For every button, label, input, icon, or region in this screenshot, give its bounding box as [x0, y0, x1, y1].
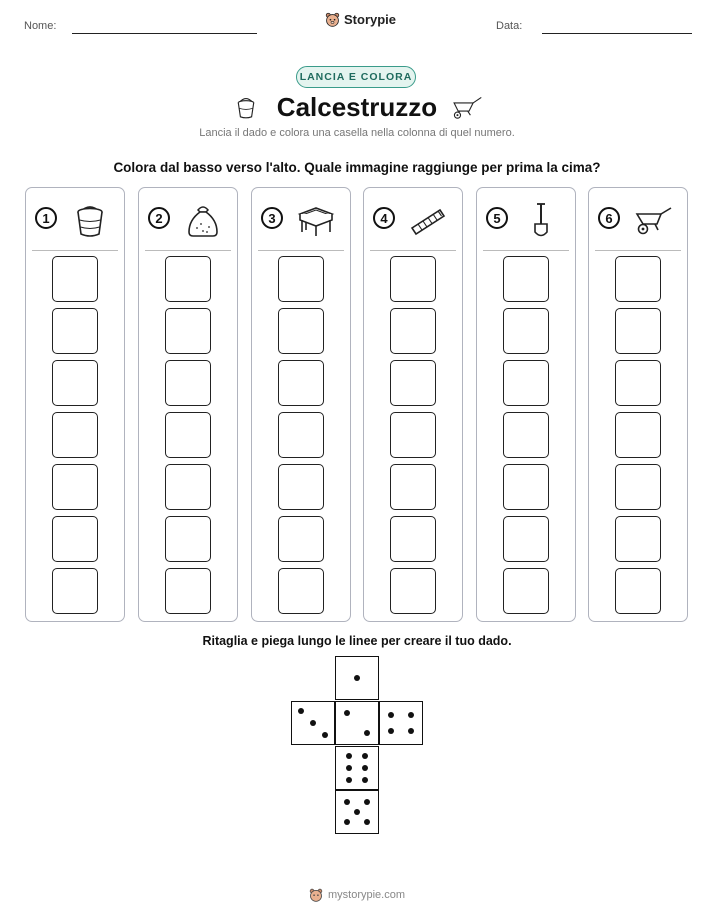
activity-badge: LANCIA E COLORA — [296, 66, 416, 88]
column-4 — [363, 187, 463, 622]
color-cell[interactable] — [165, 360, 211, 406]
mixing-trough-icon — [296, 200, 336, 240]
color-cell[interactable] — [390, 464, 436, 510]
color-cell[interactable] — [503, 516, 549, 562]
color-cell[interactable] — [390, 360, 436, 406]
color-cell[interactable] — [615, 308, 661, 354]
column-divider — [483, 250, 569, 251]
color-cell[interactable] — [615, 464, 661, 510]
dice-pip — [364, 730, 370, 736]
shovel-icon — [521, 200, 561, 240]
color-cell[interactable] — [278, 308, 324, 354]
column-divider — [370, 250, 456, 251]
column-divider — [258, 250, 344, 251]
color-cell[interactable] — [615, 412, 661, 458]
dice-pip — [346, 753, 352, 759]
color-cell[interactable] — [165, 464, 211, 510]
color-cell[interactable] — [615, 360, 661, 406]
color-cell[interactable] — [278, 360, 324, 406]
color-cell[interactable] — [278, 568, 324, 614]
color-cell[interactable] — [390, 568, 436, 614]
column-number: 5 — [486, 207, 508, 229]
brand-logo — [325, 12, 396, 27]
column-6 — [588, 187, 688, 622]
dice-pip — [298, 708, 304, 714]
color-cell[interactable] — [278, 516, 324, 562]
column-divider — [145, 250, 231, 251]
column-number: 4 — [373, 207, 395, 229]
column-5 — [476, 187, 576, 622]
color-cell[interactable] — [278, 464, 324, 510]
color-cell[interactable] — [52, 256, 98, 302]
color-cell[interactable] — [52, 412, 98, 458]
brand-name: Storypie — [344, 12, 397, 27]
column-number: 2 — [148, 207, 170, 229]
dice-face-4 — [379, 701, 423, 745]
dice-face-2 — [335, 701, 379, 745]
color-cell[interactable] — [390, 256, 436, 302]
color-cell[interactable] — [503, 256, 549, 302]
page-subtitle: Lancia il dado e colora una casella nella colonna di quel numero. — [199, 127, 515, 139]
color-cell[interactable] — [52, 308, 98, 354]
column-divider — [595, 250, 681, 251]
dice-pip — [364, 819, 370, 825]
dice-pip — [346, 765, 352, 771]
dice-face-3 — [291, 701, 335, 745]
name-label: Nome: — [24, 20, 57, 32]
dice-net — [290, 656, 426, 836]
color-cell[interactable] — [503, 568, 549, 614]
color-cell[interactable] — [503, 360, 549, 406]
color-cell[interactable] — [52, 568, 98, 614]
color-cell[interactable] — [390, 412, 436, 458]
bucket-icon — [70, 200, 110, 240]
color-cell[interactable] — [165, 412, 211, 458]
dice-pip — [388, 712, 394, 718]
column-3 — [251, 187, 351, 622]
color-cell[interactable] — [278, 412, 324, 458]
dice-pip — [362, 777, 368, 783]
dice-pip — [322, 732, 328, 738]
color-cell[interactable] — [503, 308, 549, 354]
column-divider — [32, 250, 118, 251]
dice-pip — [346, 777, 352, 783]
dice-pip — [388, 728, 394, 734]
dice-face-5 — [335, 790, 379, 834]
color-cell[interactable] — [165, 568, 211, 614]
page-title: Calcestruzzo — [276, 92, 438, 122]
dice-pip — [408, 728, 414, 734]
color-cell[interactable] — [165, 256, 211, 302]
footer — [0, 888, 714, 902]
wheelbarrow-icon — [450, 93, 484, 121]
dice-pip — [310, 720, 316, 726]
instruction-text: Colora dal basso verso l'alto. Quale immagine raggiunge per prima la cima? — [113, 160, 601, 175]
dice-pip — [344, 710, 350, 716]
color-cell[interactable] — [503, 464, 549, 510]
wheelbarrow-icon — [633, 200, 673, 240]
color-cell[interactable] — [52, 464, 98, 510]
dice-face-6 — [335, 746, 379, 790]
color-cell[interactable] — [390, 308, 436, 354]
color-cell[interactable] — [615, 516, 661, 562]
dice-pip — [344, 799, 350, 805]
dice-pip — [354, 809, 360, 815]
column-number: 6 — [598, 207, 620, 229]
color-cell[interactable] — [165, 516, 211, 562]
color-cell[interactable] — [503, 412, 549, 458]
column-1 — [25, 187, 125, 622]
color-cell[interactable] — [165, 308, 211, 354]
date-line[interactable] — [542, 33, 692, 34]
dice-face-1 — [335, 656, 379, 700]
color-cell[interactable] — [52, 360, 98, 406]
dice-pip — [344, 819, 350, 825]
column-number: 1 — [35, 207, 57, 229]
dice-pip — [354, 675, 360, 681]
color-cell[interactable] — [615, 568, 661, 614]
dice-pip — [408, 712, 414, 718]
storypie-mascot-icon — [325, 12, 340, 27]
storypie-mascot-icon — [309, 888, 323, 902]
dice-pip — [362, 765, 368, 771]
color-cell[interactable] — [278, 256, 324, 302]
column-2 — [138, 187, 238, 622]
cement-bag-icon — [183, 200, 223, 240]
dice-pip — [364, 799, 370, 805]
dice-pip — [362, 753, 368, 759]
color-cell[interactable] — [615, 256, 661, 302]
color-cell[interactable] — [390, 516, 436, 562]
footer-url: mystorypie.com — [327, 889, 406, 901]
name-line[interactable] — [72, 33, 257, 34]
cut-instruction: Ritaglia e piega lungo le linee per creare il tuo dado. — [202, 634, 512, 648]
column-number: 3 — [261, 207, 283, 229]
color-cell[interactable] — [52, 516, 98, 562]
date-label: Data: — [496, 20, 523, 32]
rebar-icon — [408, 200, 448, 240]
